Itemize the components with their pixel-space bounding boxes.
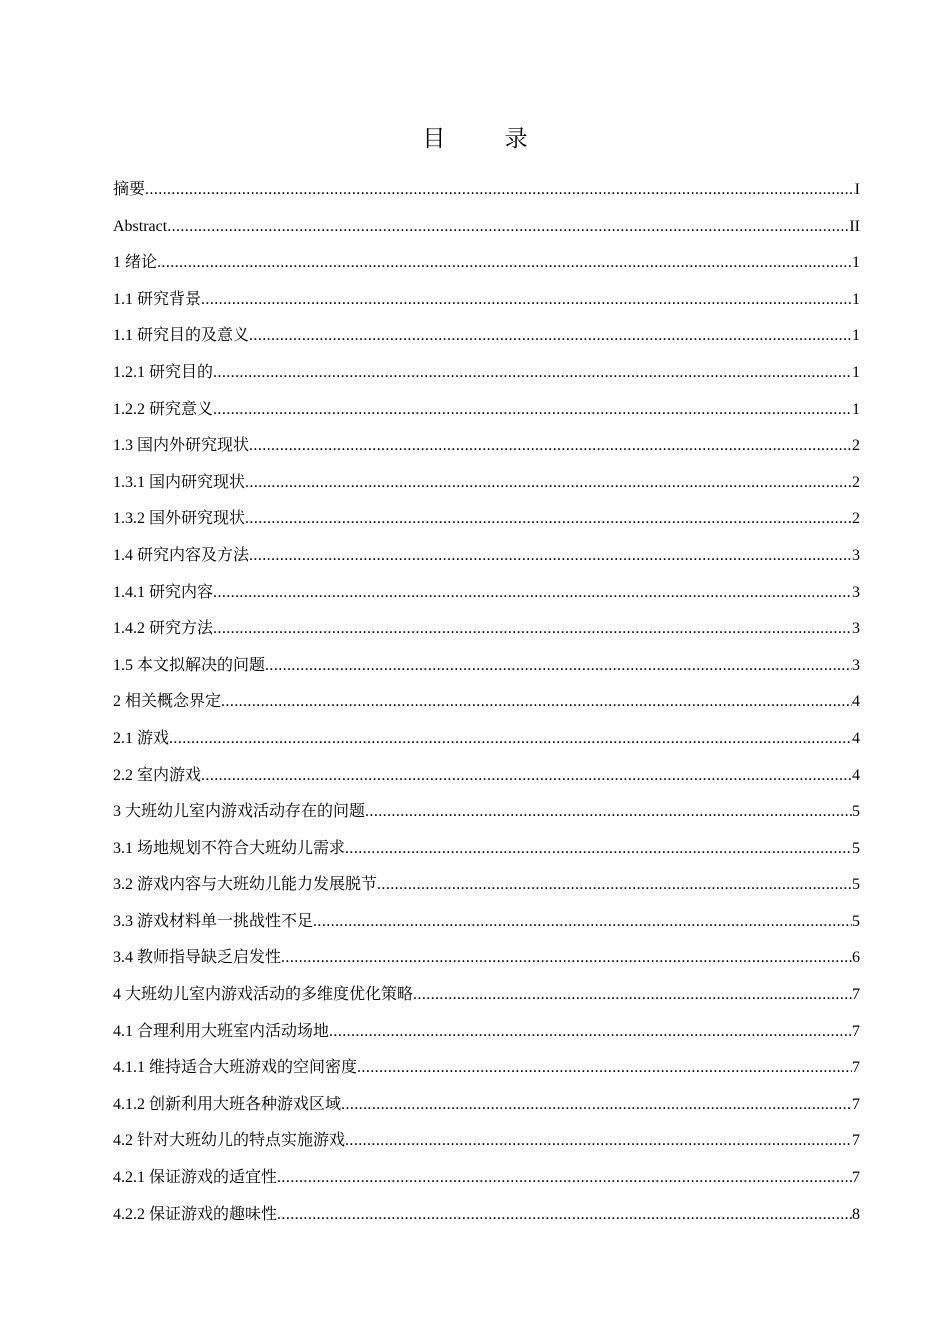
dot-leader <box>245 501 852 538</box>
toc-entry[interactable] <box>113 1197 860 1234</box>
toc-entry-title: 2 相关概念界定 <box>113 693 222 711</box>
toc-entry-page-number: II <box>849 217 860 235</box>
dot-leader <box>201 758 852 795</box>
toc-entry-page-number: 5 <box>852 912 860 930</box>
toc-entry-title: 1.3.1 国内研究现状 <box>113 473 246 491</box>
toc-entry-title: 4.2 针对大班幼儿的特点实施游戏 <box>113 1132 346 1150</box>
toc-entry[interactable] <box>113 501 860 538</box>
toc-entry-page-number: 1 <box>852 363 860 381</box>
toc-entry-title: 3 大班幼儿室内游戏活动存在的问题 <box>113 803 366 821</box>
toc-entry-page-number: 7 <box>852 986 860 1004</box>
dot-leader <box>341 1087 852 1124</box>
toc-entry-title: 4.1.2 创新利用大班各种游戏区域 <box>113 1095 342 1113</box>
toc-entry-page-number: 7 <box>852 1022 860 1040</box>
toc-entry-page-number: 8 <box>852 1205 860 1223</box>
toc-entry-title: 1.3 国内外研究现状 <box>113 437 250 455</box>
dot-leader <box>329 1014 852 1051</box>
dot-leader <box>213 575 852 612</box>
toc-entry-page-number: 5 <box>852 839 860 857</box>
toc-entry[interactable] <box>113 282 860 319</box>
dot-leader <box>313 904 852 941</box>
toc-entry-title: 4 大班幼儿室内游戏活动的多维度优化策略 <box>113 986 414 1004</box>
toc-entry-title: 1.2.2 研究意义 <box>113 400 214 418</box>
dot-leader <box>145 172 855 209</box>
toc-entry[interactable] <box>113 245 860 282</box>
toc-entry-page-number: 1 <box>852 290 860 308</box>
toc-entry[interactable] <box>113 575 860 612</box>
toc-entry-page-number: 2 <box>852 473 860 491</box>
dot-leader <box>221 684 852 721</box>
toc-entry-page-number: 4 <box>852 729 860 747</box>
toc-entry-title: 4.2.2 保证游戏的趣味性 <box>113 1205 278 1223</box>
toc-entry[interactable] <box>113 1014 860 1051</box>
dot-leader <box>157 245 852 282</box>
dot-leader <box>377 867 852 904</box>
toc-entry-page-number: 2 <box>852 510 860 528</box>
toc-entry-title: 4.1 合理利用大班室内活动场地 <box>113 1022 330 1040</box>
toc-entry-title: 3.4 教师指导缺乏启发性 <box>113 949 282 967</box>
toc-entry[interactable] <box>113 465 860 502</box>
toc-entry-title: 1.4.2 研究方法 <box>113 620 214 638</box>
toc-entry-title: 3.2 游戏内容与大班幼儿能力发展脱节 <box>113 876 378 894</box>
toc-entry-title: 1.4.1 研究内容 <box>113 583 214 601</box>
toc-entry-title: 3.3 游戏材料单一挑战性不足 <box>113 912 314 930</box>
dot-leader <box>167 209 849 246</box>
toc-entry-page-number: 7 <box>852 1095 860 1113</box>
dot-leader <box>365 794 852 831</box>
toc-entry-page-number: 3 <box>852 620 860 638</box>
dot-leader <box>201 282 852 319</box>
toc-entry[interactable] <box>113 831 860 868</box>
toc-entry-title: 1.2.1 研究目的 <box>113 363 214 381</box>
toc-entry[interactable] <box>113 940 860 977</box>
dot-leader <box>413 977 852 1014</box>
toc-entry-page-number: 7 <box>852 1169 860 1187</box>
toc-entry-title: 3.1 场地规划不符合大班幼儿需求 <box>113 839 346 857</box>
dot-leader <box>249 538 852 575</box>
toc-entry-page-number: 7 <box>852 1132 860 1150</box>
toc-entry-page-number: 2 <box>852 437 860 455</box>
toc-entry-page-number: I <box>854 181 860 198</box>
toc-entry[interactable] <box>113 172 860 209</box>
dot-leader <box>169 721 852 758</box>
toc-title: 目 录 <box>422 126 554 152</box>
toc-entry-title: 2.2 室内游戏 <box>113 766 202 784</box>
toc-entry-page-number: 3 <box>852 546 860 564</box>
toc-entry-title: 1.3.2 国外研究现状 <box>113 510 246 528</box>
dot-leader <box>265 648 852 685</box>
toc-entry-page-number: 3 <box>852 583 860 601</box>
toc-list <box>113 172 860 1233</box>
toc-entry-page-number: 4 <box>852 693 860 711</box>
dot-leader <box>213 355 852 392</box>
toc-entry[interactable] <box>113 904 860 941</box>
dot-leader <box>281 940 852 977</box>
dot-leader <box>245 465 852 502</box>
toc-entry[interactable] <box>113 318 860 355</box>
toc-entry[interactable] <box>113 611 860 648</box>
toc-entry[interactable] <box>113 428 860 465</box>
toc-entry-page-number: 4 <box>852 766 860 784</box>
toc-entry-title: Abstract <box>113 217 168 235</box>
dot-leader <box>213 611 852 648</box>
toc-entry[interactable] <box>113 538 860 575</box>
toc-entry[interactable] <box>113 758 860 795</box>
dot-leader <box>249 318 852 355</box>
toc-entry[interactable] <box>113 648 860 685</box>
dot-leader <box>249 428 852 465</box>
toc-entry-title: 1.5 本文拟解决的问题 <box>113 656 266 674</box>
toc-entry[interactable] <box>113 1087 860 1124</box>
toc-entry[interactable] <box>113 977 860 1014</box>
toc-entry-page-number: 1 <box>852 327 860 345</box>
toc-entry-title: 1.1 研究目的及意义 <box>113 327 250 345</box>
dot-leader <box>277 1197 852 1234</box>
toc-entry-page-number: 1 <box>852 254 860 272</box>
dot-leader <box>213 392 852 429</box>
toc-entry[interactable] <box>113 392 860 429</box>
toc-entry-title: 1.1 研究背景 <box>113 290 202 308</box>
toc-entry[interactable] <box>113 1160 860 1197</box>
toc-entry-page-number: 5 <box>852 876 860 894</box>
dot-leader <box>345 831 852 868</box>
toc-entry[interactable] <box>113 684 860 721</box>
toc-entry-title: 4.2.1 保证游戏的适宜性 <box>113 1169 278 1187</box>
dot-leader <box>357 1050 852 1087</box>
toc-entry[interactable] <box>113 721 860 758</box>
toc-entry-page-number: 6 <box>852 949 860 967</box>
toc-entry[interactable] <box>113 794 860 831</box>
toc-entry[interactable] <box>113 355 860 392</box>
toc-entry-title: 1 绪论 <box>113 254 158 272</box>
toc-entry-title: 4.1.1 维持适合大班游戏的空间密度 <box>113 1059 358 1077</box>
toc-entry-title: 摘要 <box>113 181 146 198</box>
toc-entry-title: 1.4 研究内容及方法 <box>113 546 250 564</box>
toc-entry[interactable] <box>113 1123 860 1160</box>
toc-entry[interactable] <box>113 867 860 904</box>
toc-entry-title: 2.1 游戏 <box>113 729 170 747</box>
dot-leader <box>277 1160 852 1197</box>
toc-entry-page-number: 1 <box>852 400 860 418</box>
toc-entry-page-number: 5 <box>852 803 860 821</box>
toc-entry-page-number: 7 <box>852 1059 860 1077</box>
toc-entry[interactable] <box>113 209 860 246</box>
dot-leader <box>345 1123 852 1160</box>
toc-entry[interactable] <box>113 1050 860 1087</box>
toc-entry-page-number: 3 <box>852 656 860 674</box>
